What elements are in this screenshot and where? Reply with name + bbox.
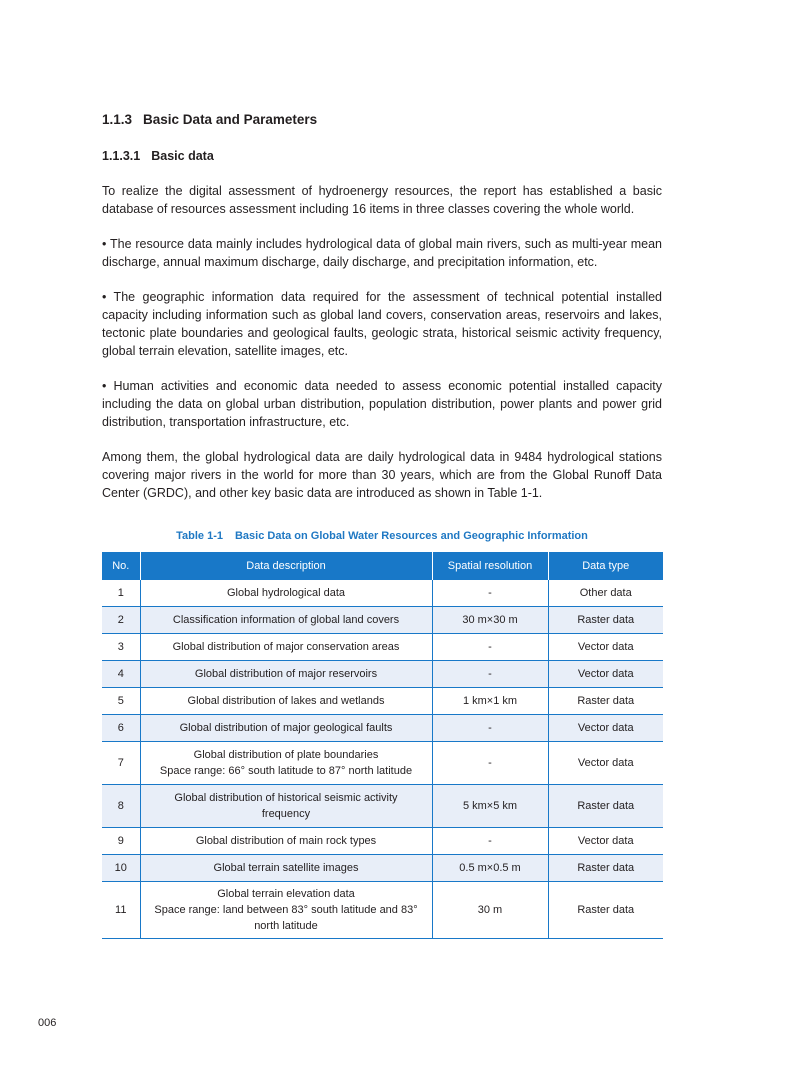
table-caption-number: Table 1-1 [176,530,223,542]
table-row [102,580,663,607]
cell-resolution: - [432,828,548,855]
cell-type: Vector data [548,634,663,661]
cell-type: Raster data [548,855,663,882]
cell-description-line1: Global distribution of plate boundaries [193,749,379,761]
subsection-number: 1.1.3.1 [102,149,141,163]
cell-no: 9 [102,828,140,855]
cell-no: 2 [102,607,140,634]
cell-resolution: - [432,661,548,688]
paragraph-hydrological-stations: Among them, the global hydrological data are daily hydrological data in 9484 hydrological stations covering major rivers in the world for more than 30 years, which are from the Global Runoff Data Center (GRDC), and other key basic data are introduced as shown in Table 1-1. [102,450,662,500]
paragraph-geographic-data: • The geographic information data required for the assessment of technical potential installed capacity including information such as global land covers, conservation areas, reservoirs and lakes, tectonic plate boundaries and geological faults, geologic strata, historical seismic activity frequency, global terrain elevation, satellite images, etc. [102,290,662,358]
table-row [102,634,663,661]
page-number: 006 [38,1017,57,1029]
cell-description: Classification information of global land covers [140,607,432,634]
cell-description: Global distribution of major geological faults [140,715,432,742]
cell-resolution: 0.5 m×0.5 m [432,855,548,882]
cell-description [140,742,432,785]
cell-description-line2: Space range: land between 83° south latitude and 83° north latitude [154,904,418,932]
cell-no: 3 [102,634,140,661]
section-title: Basic Data and Parameters [143,112,318,127]
cell-no: 11 [102,882,140,939]
table-header-row [102,552,663,580]
cell-type: Vector data [548,715,663,742]
cell-resolution: - [432,580,548,607]
cell-resolution: - [432,715,548,742]
cell-description: Global distribution of major conservation areas [140,634,432,661]
table-row [102,742,663,785]
paragraph-human-activities: • Human activities and economic data needed to assess economic potential installed capacity including the data on global urban distribution, population distribution, power plants and power grid distribution, transportation infrastructure, etc. [102,379,662,429]
cell-description: Global hydrological data [140,580,432,607]
header-resolution: Spatial resolution [432,552,548,580]
cell-no: 5 [102,688,140,715]
table-row [102,688,663,715]
cell-type: Raster data [548,607,663,634]
table-row [102,661,663,688]
cell-no: 1 [102,580,140,607]
header-description: Data description [140,552,432,580]
cell-description: Global terrain satellite images [140,855,432,882]
cell-type: Vector data [548,828,663,855]
cell-description: Global distribution of main rock types [140,828,432,855]
table-caption [102,530,662,542]
cell-no: 10 [102,855,140,882]
table-row [102,882,663,939]
cell-description [140,882,432,939]
section-number: 1.1.3 [102,112,133,127]
cell-type: Raster data [548,785,663,828]
cell-resolution: 5 km×5 km [432,785,548,828]
table-row [102,828,663,855]
header-type: Data type [548,552,663,580]
cell-description: Global distribution of major reservoirs [140,661,432,688]
cell-resolution: 30 m [432,882,548,939]
table-row [102,785,663,828]
table-row [102,715,663,742]
cell-description-line2: Space range: 66° south latitude to 87° north latitude [159,765,413,777]
cell-description-line1: Global terrain elevation data [217,888,355,900]
table-caption-title: Basic Data on Global Water Resources and Geographic Information [234,530,588,542]
cell-type: Raster data [548,688,663,715]
cell-no: 7 [102,742,140,785]
cell-type: Vector data [548,742,663,785]
paragraph-resource-data: • The resource data mainly includes hydrological data of global main rivers, such as multi-year mean discharge, annual maximum discharge, daily discharge, and precipitation information, etc. [102,237,662,269]
cell-description: Global distribution of lakes and wetlands [140,688,432,715]
header-no: No. [102,552,140,580]
section-heading [102,111,662,129]
cell-no: 6 [102,715,140,742]
paragraph-intro: To realize the digital assessment of hydroenergy resources, the report has established a basic database of resources assessment including 16 items in three classes covering the whole world. [102,184,662,216]
cell-type: Raster data [548,882,663,939]
cell-resolution: - [432,742,548,785]
cell-resolution: 30 m×30 m [432,607,548,634]
cell-type: Other data [548,580,663,607]
cell-type: Vector data [548,661,663,688]
subsection-title: Basic data [151,149,214,163]
page-content [102,111,662,939]
table-row [102,607,663,634]
cell-no: 4 [102,661,140,688]
cell-resolution: - [432,634,548,661]
cell-resolution: 1 km×1 km [432,688,548,715]
basic-data-table [102,552,663,939]
subsection-heading [102,147,662,165]
table-row [102,855,663,882]
cell-description: Global distribution of historical seismic activity frequency [140,785,432,828]
cell-no: 8 [102,785,140,828]
